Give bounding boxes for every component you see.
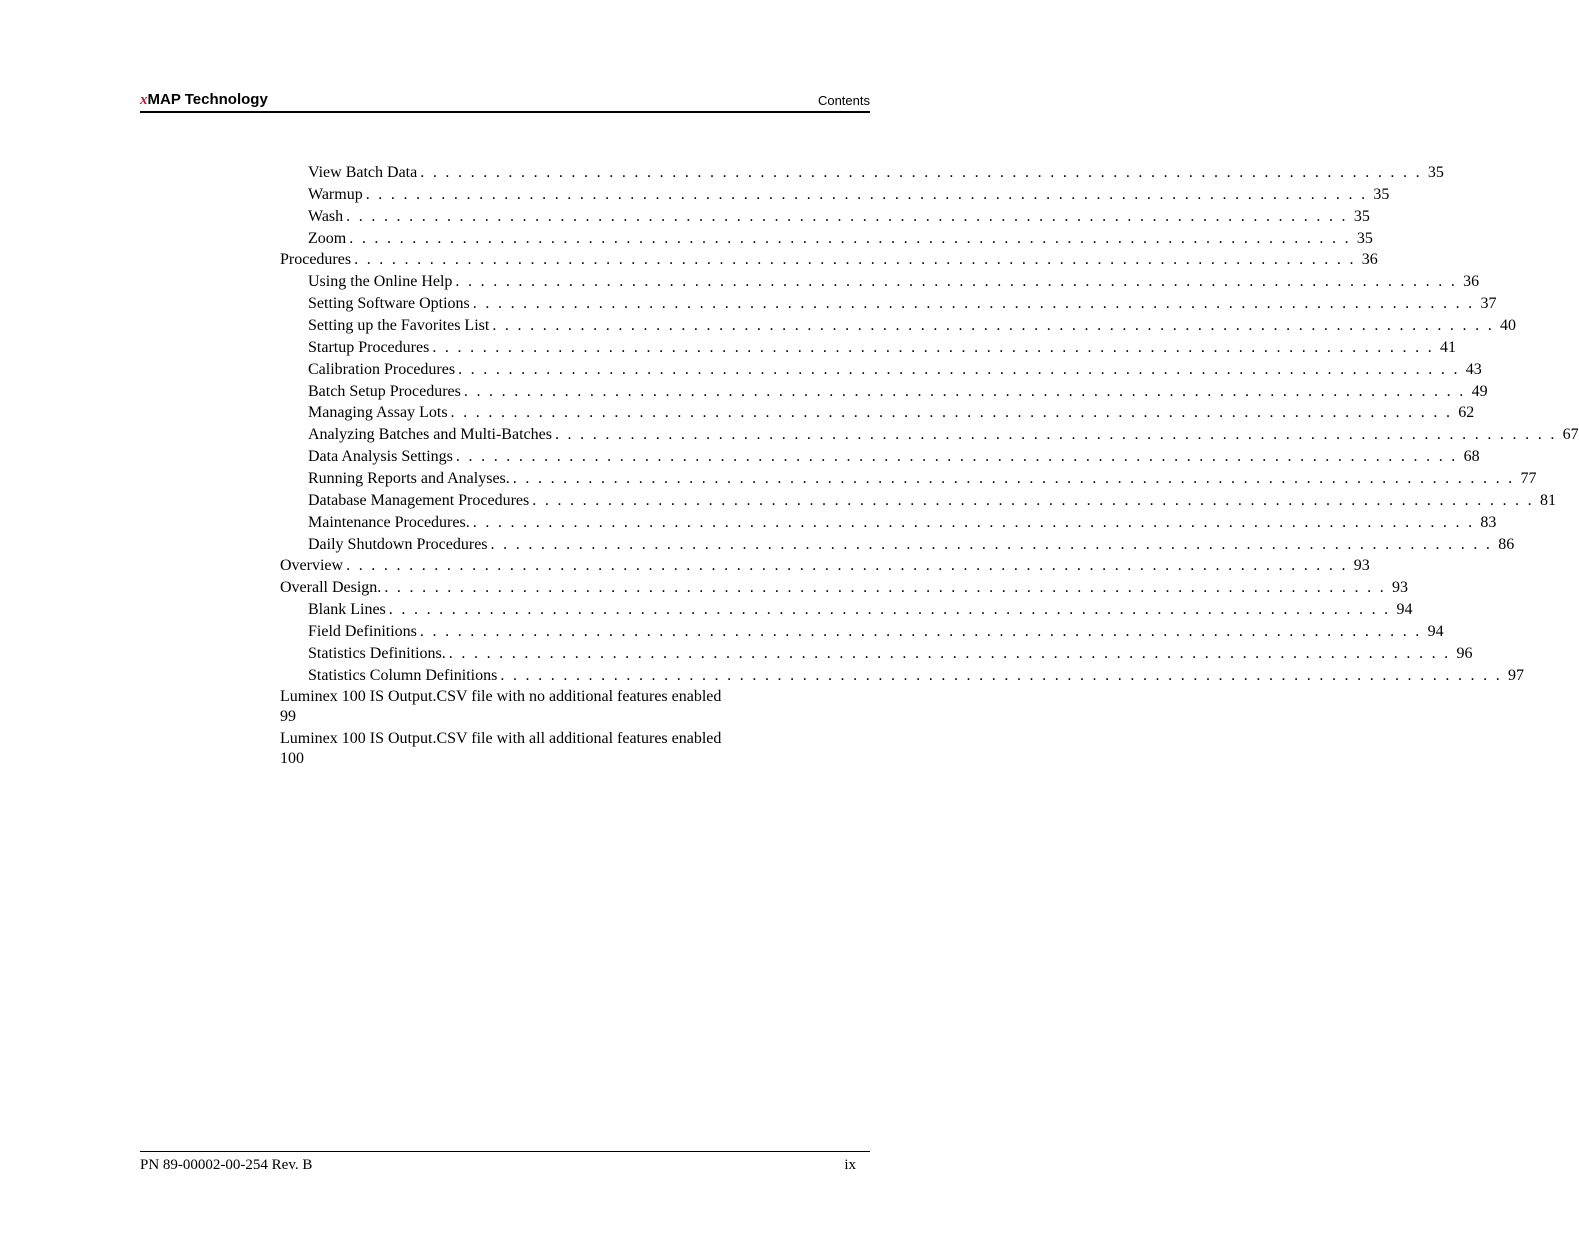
dot-leader: . . . . . . . . . . . . . . . . . . . . . . . . . . . . . . . . . . . . . . . . . . . . . . . . . . . . . . . . . . . . . . . . . . . . . . . . . . . . . . . .: [455, 448, 1458, 466]
toc-entry-page: 77: [1514, 470, 1536, 488]
toc-entry[interactable]: [280, 490, 1556, 512]
dot-leader: . . . . . . . . . . . . . . . . . . . . . . . . . . . . . . . . . . . . . . . . . . . . . . . . . . . . . . . . . . . . . . . . . . . . . . . . . . . . . . . .: [346, 207, 1348, 225]
toc-entry-title: Analyzing Batches and Multi-Batches: [308, 426, 555, 444]
dot-leader: . . . . . . . . . . . . . . . . . . . . . . . . . . . . . . . . . . . . . . . . . . . . . . . . . . . . . . . . . . . . . . . . . . . . . . . . . . . . . . . .: [500, 666, 1503, 684]
toc-entry-title: Batch Setup Procedures: [308, 383, 464, 401]
dot-leader: . . . . . . . . . . . . . . . . . . . . . . . . . . . . . . . . . . . . . . . . . . . . . . . . . . . . . . . . . . . . . . . . . . . . . . . . . . . . . . . .: [450, 404, 1453, 422]
toc-entry-page: 94: [1390, 601, 1412, 619]
toc-entry-page: 62: [1452, 404, 1474, 422]
toc-entry[interactable]: [280, 512, 1497, 534]
toc-entry-page: 36: [1457, 273, 1479, 291]
toc-entry-page: 68: [1458, 448, 1480, 466]
toc-entry[interactable]: [280, 293, 1497, 315]
toc-entry[interactable]: [280, 665, 1525, 687]
part-number: PN 89-00002-00-254 Rev. B: [140, 1157, 313, 1173]
toc-entry-page: 35: [1367, 186, 1389, 204]
toc-entry[interactable]: [280, 468, 1537, 490]
dot-leader: . . . . . . . . . . . . . . . . . . . . . . . . . . . . . . . . . . . . . . . . . . . . . . . . . . . . . . . . . . . . . . . . . . . . . . . . . . . . . . . .: [349, 229, 1351, 247]
toc-entry-title: Data Analysis Settings: [308, 448, 456, 466]
dot-leader: . . . . . . . . . . . . . . . . . . . . . . . . . . . . . . . . . . . . . . . . . . . . . . . . . . . . . . . . . . . . . . . . . . . . . . . . . . . . . . . .: [455, 273, 1458, 291]
toc-entry-page: 96: [1450, 645, 1472, 663]
toc-entry-page: 97: [1502, 667, 1524, 685]
toc-entry[interactable]: [280, 249, 1378, 271]
toc-entry[interactable]: [280, 599, 1413, 621]
toc-entry[interactable]: [280, 315, 1517, 337]
toc-entry-page: 99: [280, 707, 296, 725]
toc-entry-title: Statistics Column Definitions: [308, 667, 500, 685]
toc-entry[interactable]: [280, 621, 1444, 643]
toc-entry-page: 35: [1351, 230, 1373, 248]
toc-entry-page: 43: [1460, 361, 1482, 379]
dot-leader: . . . . . . . . . . . . . . . . . . . . . . . . . . . . . . . . . . . . . . . . . . . . . . . . . . . . . . . . . . . . . . . . . . . . . . . . . . . . . . . .: [365, 185, 1368, 203]
toc-entry-title: Zoom: [308, 230, 349, 248]
dot-leader: . . . . . . . . . . . . . . . . . . . . . . . . . . . . . . . . . . . . . . . . . . . . . . . . . . . . . . . . . . . . . . . . . . . . . . . . . . . . . . . .: [432, 338, 1435, 356]
page-footer: [140, 1151, 870, 1173]
toc-entry-title: Luminex 100 IS Output.CSV file with no additional features enabled: [280, 687, 722, 705]
brand-logo-text: [140, 91, 268, 109]
dot-leader: . . . . . . . . . . . . . . . . . . . . . . . . . . . . . . . . . . . . . . . . . . . . . . . . . . . . . . . . . . . . . . . . . . . . . . . . . . . . . . . .: [532, 491, 1534, 509]
toc-entry-page: 67: [1557, 426, 1579, 444]
dot-leader: . . . . . . . . . . . . . . . . . . . . . . . . . . . . . . . . . . . . . . . . . . . . . . . . . . . . . . . . . . . . . . . . . . . . . . . . . . . . . . . .: [346, 557, 1348, 575]
toc-entry[interactable]: [280, 359, 1482, 381]
toc-entry[interactable]: [280, 206, 1370, 228]
toc-entry-page: 36: [1356, 251, 1378, 269]
toc-entry[interactable]: [280, 162, 1444, 184]
toc-entry[interactable]: [280, 228, 1373, 250]
dot-leader: . . . . . . . . . . . . . . . . . . . . . . . . . . . . . . . . . . . . . . . . . . . . . . . . . . . . . . . . . . . . . . . . . . . . . . . . . . . . . . . .: [448, 644, 1451, 662]
brand-name: MAP Technology: [147, 91, 268, 108]
toc-entry-title: Managing Assay Lots: [308, 404, 451, 422]
dot-leader: . . . . . . . . . . . . . . . . . . . . . . . . . . . . . . . . . . . . . . . . . . . . . . . . . . . . . . . . . . . . . . . . . . . . . . . . . . . . . . . .: [458, 360, 1460, 378]
toc-entry[interactable]: [280, 534, 1515, 556]
dot-leader: . . . . . . . . . . . . . . . . . . . . . . . . . . . . . . . . . . . . . . . . . . . . . . . . . . . . . . . . . . . . . . . . . . . . . . . . . . . . . . . .: [472, 295, 1475, 313]
toc-entry[interactable]: [280, 381, 1488, 403]
dot-leader: . . . . . . . . . . . . . . . . . . . . . . . . . . . . . . . . . . . . . . . . . . . . . . . . . . . . . . . . . . . . . . . . . . . . . . . . . . . . . . . .: [512, 469, 1515, 487]
toc-entry-title: Setting up the Favorites List: [308, 317, 492, 335]
page-header: [140, 91, 870, 113]
toc-entry-title: Running Reports and Analyses.: [308, 470, 513, 488]
dot-leader: . . . . . . . . . . . . . . . . . . . . . . . . . . . . . . . . . . . . . . . . . . . . . . . . . . . . . . . . . . . . . . . . . . . . . . . . . . . . . . . .: [490, 535, 1493, 553]
toc-entry-page: 81: [1534, 492, 1556, 510]
toc-entry-title: View Batch Data: [308, 164, 420, 182]
toc-entry[interactable]: [280, 337, 1457, 359]
toc-entry-page: 35: [1348, 208, 1370, 226]
dot-leader: . . . . . . . . . . . . . . . . . . . . . . . . . . . . . . . . . . . . . . . . . . . . . . . . . . . . . . . . . . . . . . . . . . . . . . . . . . . . . . . .: [419, 622, 1422, 640]
toc-entry-title: Statistics Definitions.: [308, 645, 449, 663]
toc-entry-page: 93: [1348, 557, 1370, 575]
toc-entry-page: 86: [1492, 536, 1514, 554]
toc-entry-title: Maintenance Procedures.: [308, 514, 473, 532]
toc-entry[interactable]: [280, 184, 1390, 206]
toc-entry-page: 37: [1474, 295, 1496, 313]
table-of-contents: [280, 162, 1579, 771]
toc-entry[interactable]: [280, 643, 1473, 665]
toc-entry-page: 100: [280, 749, 304, 767]
toc-entry-title: Luminex 100 IS Output.CSV file with all additional features enabled: [280, 729, 722, 747]
toc-entry[interactable]: [280, 555, 1370, 577]
page-number: ix: [844, 1157, 856, 1173]
toc-entry-page: 41: [1434, 339, 1456, 357]
toc-entry-title: Procedures: [280, 251, 354, 269]
toc-entry[interactable]: [280, 446, 1480, 468]
toc-entry[interactable]: [280, 271, 1480, 293]
toc-entry-page: 83: [1474, 514, 1496, 532]
dot-leader: . . . . . . . . . . . . . . . . . . . . . . . . . . . . . . . . . . . . . . . . . . . . . . . . . . . . . . . . . . . . . . . . . . . . . . . . . . . . . . . .: [463, 382, 1466, 400]
toc-entry-page: 94: [1422, 623, 1444, 641]
section-title: Contents: [817, 93, 870, 108]
toc-entry-title: Wash: [308, 208, 346, 226]
dot-leader: . . . . . . . . . . . . . . . . . . . . . . . . . . . . . . . . . . . . . . . . . . . . . . . . . . . . . . . . . . . . . . . . . . . . . . . . . . . . . . . .: [472, 513, 1475, 531]
toc-entry-title: Database Management Procedures: [308, 492, 532, 510]
toc-entry-title: Using the Online Help: [308, 273, 455, 291]
dot-leader: . . . . . . . . . . . . . . . . . . . . . . . . . . . . . . . . . . . . . . . . . . . . . . . . . . . . . . . . . . . . . . . . . . . . . . . . . . . . . . . .: [492, 316, 1495, 334]
toc-entry-page: 93: [1386, 579, 1408, 597]
toc-entry-page: 35: [1422, 164, 1444, 182]
dot-leader: . . . . . . . . . . . . . . . . . . . . . . . . . . . . . . . . . . . . . . . . . . . . . . . . . . . . . . . . . . . . . . . . . . . . . . . . . . . . . . . .: [354, 251, 1356, 269]
toc-entry[interactable]: [280, 577, 1409, 599]
toc-entry-title: Daily Shutdown Procedures: [308, 536, 491, 554]
toc-entry-wrapped[interactable]: [280, 687, 758, 729]
toc-entry-title: Field Definitions: [308, 623, 420, 641]
dot-leader: . . . . . . . . . . . . . . . . . . . . . . . . . . . . . . . . . . . . . . . . . . . . . . . . . . . . . . . . . . . . . . . . . . . . . . . . . . . . . . . .: [384, 579, 1387, 597]
toc-entry-title: Calibration Procedures: [308, 361, 458, 379]
toc-entry[interactable]: [280, 424, 1579, 446]
dot-leader: . . . . . . . . . . . . . . . . . . . . . . . . . . . . . . . . . . . . . . . . . . . . . . . . . . . . . . . . . . . . . . . . . . . . . . . . . . . . . . . .: [420, 163, 1422, 181]
toc-entry-title: Overview: [280, 557, 346, 575]
toc-entry-wrapped[interactable]: [280, 729, 758, 771]
toc-entry-page: 40: [1494, 317, 1516, 335]
toc-entry-title: Blank Lines: [308, 601, 389, 619]
toc-entry-title: Warmup: [308, 186, 366, 204]
dot-leader: . . . . . . . . . . . . . . . . . . . . . . . . . . . . . . . . . . . . . . . . . . . . . . . . . . . . . . . . . . . . . . . . . . . . . . . . . . . . . . . .: [554, 426, 1557, 444]
toc-entry-title: Startup Procedures: [308, 339, 432, 357]
toc-entry-page: 49: [1466, 383, 1488, 401]
brand-x: x: [140, 92, 148, 108]
dot-leader: . . . . . . . . . . . . . . . . . . . . . . . . . . . . . . . . . . . . . . . . . . . . . . . . . . . . . . . . . . . . . . . . . . . . . . . . . . . . . . . .: [388, 601, 1391, 619]
toc-entry[interactable]: [280, 402, 1475, 424]
toc-entry-title: Overall Design.: [280, 579, 384, 597]
toc-entry-title: Setting Software Options: [308, 295, 473, 313]
